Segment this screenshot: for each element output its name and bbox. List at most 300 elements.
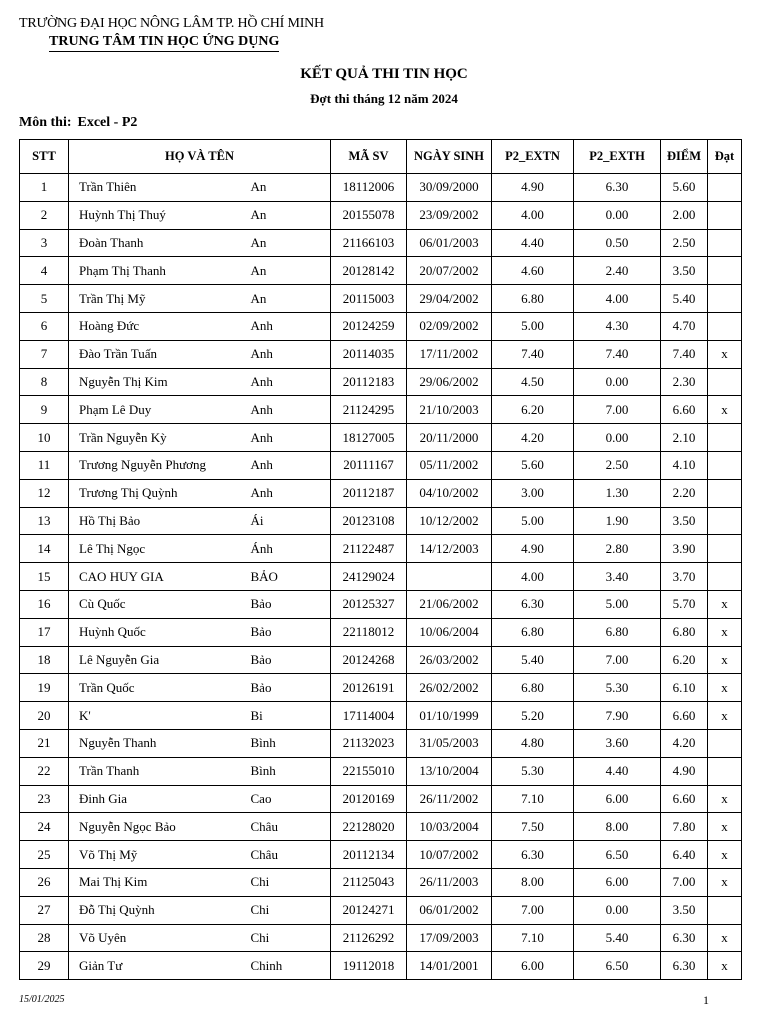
cell-given-name: Chi	[249, 868, 331, 896]
cell-birthdate: 26/11/2003	[407, 868, 492, 896]
cell-surname: Võ Uyên	[69, 924, 249, 952]
cell-pass: x	[708, 646, 742, 674]
cell-pass	[708, 312, 742, 340]
cell-stt: 13	[20, 507, 69, 535]
cell-student-id: 21122487	[331, 535, 407, 563]
cell-student-id: 22155010	[331, 757, 407, 785]
cell-surname: Trần Thiên	[69, 174, 249, 202]
cell-surname: CAO HUY GIA	[69, 563, 249, 591]
cell-surname: Huỳnh Thị Thuý	[69, 201, 249, 229]
cell-pass: x	[708, 813, 742, 841]
cell-given-name: Bảo	[249, 618, 331, 646]
cell-stt: 2	[20, 201, 69, 229]
cell-birthdate: 17/09/2003	[407, 924, 492, 952]
table-row	[20, 952, 742, 980]
cell-surname: Đỗ Thị Quỳnh	[69, 896, 249, 924]
cell-stt: 11	[20, 451, 69, 479]
cell-birthdate: 30/09/2000	[407, 174, 492, 202]
cell-pass: x	[708, 674, 742, 702]
cell-stt: 18	[20, 646, 69, 674]
cell-p2-extn: 3.00	[492, 479, 574, 507]
cell-p2-extn: 4.50	[492, 368, 574, 396]
table-row	[20, 729, 742, 757]
cell-pass	[708, 229, 742, 257]
table-row	[20, 702, 742, 730]
cell-pass: x	[708, 590, 742, 618]
cell-stt: 4	[20, 257, 69, 285]
cell-birthdate: 21/10/2003	[407, 396, 492, 424]
cell-p2-extn: 6.80	[492, 674, 574, 702]
cell-surname: Nguyễn Thị Kim	[69, 368, 249, 396]
cell-surname: Đinh Gia	[69, 785, 249, 813]
cell-birthdate: 29/04/2002	[407, 285, 492, 313]
cell-student-id: 20112183	[331, 368, 407, 396]
table-row	[20, 535, 742, 563]
cell-pass	[708, 424, 742, 452]
table-row	[20, 257, 742, 285]
cell-p2-extn: 7.00	[492, 896, 574, 924]
table-row	[20, 285, 742, 313]
cell-birthdate: 26/11/2002	[407, 785, 492, 813]
cell-pass	[708, 563, 742, 591]
cell-p2-exth: 5.30	[574, 674, 661, 702]
table-row	[20, 396, 742, 424]
cell-pass: x	[708, 868, 742, 896]
cell-stt: 10	[20, 424, 69, 452]
cell-birthdate: 02/09/2002	[407, 312, 492, 340]
cell-p2-extn: 4.00	[492, 563, 574, 591]
table-row	[20, 590, 742, 618]
page-title: KẾT QUẢ THI TIN HỌC	[300, 66, 468, 82]
cell-birthdate: 17/11/2002	[407, 340, 492, 368]
cell-surname: Nguyễn Thanh	[69, 729, 249, 757]
cell-p2-exth: 8.00	[574, 813, 661, 841]
cell-surname: Lê Thị Ngọc	[69, 535, 249, 563]
cell-p2-exth: 7.00	[574, 646, 661, 674]
cell-score: 6.60	[661, 702, 708, 730]
cell-given-name: Châu	[249, 841, 331, 869]
table-row	[20, 868, 742, 896]
cell-birthdate: 23/09/2002	[407, 201, 492, 229]
cell-birthdate: 26/02/2002	[407, 674, 492, 702]
cell-stt: 3	[20, 229, 69, 257]
cell-score: 4.10	[661, 451, 708, 479]
cell-score: 2.50	[661, 229, 708, 257]
cell-pass	[708, 451, 742, 479]
table-row	[20, 841, 742, 869]
cell-student-id: 20128142	[331, 257, 407, 285]
table-row	[20, 424, 742, 452]
cell-p2-extn: 6.30	[492, 590, 574, 618]
cell-birthdate: 14/12/2003	[407, 535, 492, 563]
cell-score: 4.90	[661, 757, 708, 785]
cell-given-name: Anh	[249, 340, 331, 368]
cell-surname: K'	[69, 702, 249, 730]
print-date: 15/01/2025	[19, 994, 65, 1005]
cell-given-name: Chinh	[249, 952, 331, 980]
cell-pass	[708, 285, 742, 313]
cell-p2-exth: 3.60	[574, 729, 661, 757]
cell-score: 7.00	[661, 868, 708, 896]
cell-p2-extn: 4.80	[492, 729, 574, 757]
cell-student-id: 21166103	[331, 229, 407, 257]
cell-stt: 22	[20, 757, 69, 785]
cell-birthdate	[407, 563, 492, 591]
cell-score: 4.20	[661, 729, 708, 757]
table-row	[20, 813, 742, 841]
cell-score: 5.60	[661, 174, 708, 202]
table-row	[20, 201, 742, 229]
cell-p2-extn: 5.40	[492, 646, 574, 674]
cell-p2-extn: 5.00	[492, 507, 574, 535]
cell-pass: x	[708, 785, 742, 813]
cell-student-id: 21126292	[331, 924, 407, 952]
cell-score: 7.40	[661, 340, 708, 368]
cell-birthdate: 06/01/2002	[407, 896, 492, 924]
cell-p2-extn: 5.30	[492, 757, 574, 785]
cell-birthdate: 21/06/2002	[407, 590, 492, 618]
cell-student-id: 20115003	[331, 285, 407, 313]
subject-value: Excel - P2	[77, 115, 138, 130]
cell-p2-exth: 2.50	[574, 451, 661, 479]
cell-surname: Trương Thị Quỳnh	[69, 479, 249, 507]
cell-stt: 25	[20, 841, 69, 869]
table-row	[20, 229, 742, 257]
cell-pass: x	[708, 618, 742, 646]
cell-pass: x	[708, 924, 742, 952]
cell-stt: 9	[20, 396, 69, 424]
cell-p2-exth: 5.40	[574, 924, 661, 952]
cell-p2-exth: 7.00	[574, 396, 661, 424]
center-name: TRUNG TÂM TIN HỌC ỨNG DỤNG	[49, 34, 279, 52]
cell-given-name: An	[249, 229, 331, 257]
col-header-birthdate: NGÀY SINH	[407, 140, 492, 174]
cell-p2-exth: 4.30	[574, 312, 661, 340]
cell-pass: x	[708, 702, 742, 730]
cell-pass	[708, 479, 742, 507]
cell-p2-extn: 4.90	[492, 174, 574, 202]
cell-given-name: Anh	[249, 479, 331, 507]
cell-score: 3.50	[661, 257, 708, 285]
cell-p2-exth: 0.50	[574, 229, 661, 257]
cell-pass	[708, 757, 742, 785]
cell-birthdate: 29/06/2002	[407, 368, 492, 396]
cell-student-id: 20124268	[331, 646, 407, 674]
table-row	[20, 174, 742, 202]
table-row	[20, 674, 742, 702]
cell-student-id: 21125043	[331, 868, 407, 896]
cell-surname: Mai Thị Kim	[69, 868, 249, 896]
cell-student-id: 22128020	[331, 813, 407, 841]
cell-p2-exth: 2.40	[574, 257, 661, 285]
cell-given-name: Bảo	[249, 674, 331, 702]
cell-surname: Phạm Lê Duy	[69, 396, 249, 424]
cell-stt: 7	[20, 340, 69, 368]
cell-given-name: Bình	[249, 757, 331, 785]
cell-stt: 5	[20, 285, 69, 313]
cell-pass	[708, 896, 742, 924]
cell-surname: Giản Tư	[69, 952, 249, 980]
col-header-p2-extn: P2_EXTN	[492, 140, 574, 174]
cell-given-name: An	[249, 257, 331, 285]
cell-pass: x	[708, 396, 742, 424]
cell-score: 5.70	[661, 590, 708, 618]
cell-score: 6.40	[661, 841, 708, 869]
table-row	[20, 312, 742, 340]
cell-given-name: Anh	[249, 368, 331, 396]
cell-given-name: An	[249, 201, 331, 229]
cell-stt: 8	[20, 368, 69, 396]
cell-student-id: 22118012	[331, 618, 407, 646]
cell-score: 4.70	[661, 312, 708, 340]
cell-pass	[708, 729, 742, 757]
cell-score: 5.40	[661, 285, 708, 313]
cell-p2-exth: 6.50	[574, 952, 661, 980]
col-header-score: ĐIỂM	[661, 140, 708, 174]
cell-stt: 21	[20, 729, 69, 757]
cell-given-name: Bảo	[249, 646, 331, 674]
cell-stt: 19	[20, 674, 69, 702]
cell-given-name: Ái	[249, 507, 331, 535]
col-header-pass: Đạt	[708, 140, 742, 174]
cell-p2-exth: 6.00	[574, 785, 661, 813]
cell-score: 6.60	[661, 785, 708, 813]
cell-student-id: 21132023	[331, 729, 407, 757]
cell-p2-exth: 1.90	[574, 507, 661, 535]
cell-given-name: Châu	[249, 813, 331, 841]
cell-given-name: Bình	[249, 729, 331, 757]
cell-student-id: 18112006	[331, 174, 407, 202]
cell-p2-extn: 7.10	[492, 785, 574, 813]
table-row	[20, 757, 742, 785]
cell-student-id: 20124259	[331, 312, 407, 340]
cell-p2-extn: 8.00	[492, 868, 574, 896]
cell-given-name: Chi	[249, 896, 331, 924]
cell-score: 6.60	[661, 396, 708, 424]
cell-given-name: Anh	[249, 424, 331, 452]
cell-birthdate: 05/11/2002	[407, 451, 492, 479]
cell-surname: Trương Nguyễn Phương	[69, 451, 249, 479]
cell-pass	[708, 535, 742, 563]
table-row	[20, 924, 742, 952]
table-row	[20, 479, 742, 507]
col-header-stt: STT	[20, 140, 69, 174]
cell-stt: 28	[20, 924, 69, 952]
cell-birthdate: 20/11/2000	[407, 424, 492, 452]
cell-score: 6.80	[661, 618, 708, 646]
cell-pass	[708, 368, 742, 396]
cell-stt: 23	[20, 785, 69, 813]
cell-surname: Đoàn Thanh	[69, 229, 249, 257]
cell-p2-exth: 0.00	[574, 896, 661, 924]
cell-student-id: 20125327	[331, 590, 407, 618]
cell-given-name: Anh	[249, 312, 331, 340]
university-name: TRƯỜNG ĐẠI HỌC NÔNG LÂM TP. HỒ CHÍ MINH	[19, 16, 324, 31]
cell-birthdate: 10/07/2002	[407, 841, 492, 869]
cell-student-id: 20120169	[331, 785, 407, 813]
cell-score: 6.30	[661, 924, 708, 952]
cell-birthdate: 10/06/2004	[407, 618, 492, 646]
cell-score: 3.70	[661, 563, 708, 591]
cell-p2-exth: 0.00	[574, 201, 661, 229]
cell-surname: Huỳnh Quốc	[69, 618, 249, 646]
cell-surname: Nguyễn Ngọc Bảo	[69, 813, 249, 841]
cell-student-id: 20111167	[331, 451, 407, 479]
col-header-name: HỌ VÀ TÊN	[69, 140, 331, 174]
cell-given-name: Anh	[249, 396, 331, 424]
table-row	[20, 368, 742, 396]
cell-score: 3.90	[661, 535, 708, 563]
cell-p2-extn: 4.40	[492, 229, 574, 257]
cell-p2-extn: 5.00	[492, 312, 574, 340]
cell-student-id: 20126191	[331, 674, 407, 702]
cell-p2-exth: 4.40	[574, 757, 661, 785]
cell-surname: Đào Trần Tuấn	[69, 340, 249, 368]
cell-score: 7.80	[661, 813, 708, 841]
cell-pass	[708, 174, 742, 202]
cell-stt: 6	[20, 312, 69, 340]
cell-pass	[708, 507, 742, 535]
cell-stt: 29	[20, 952, 69, 980]
exam-subject	[19, 115, 137, 131]
table-row	[20, 646, 742, 674]
cell-p2-extn: 4.90	[492, 535, 574, 563]
cell-p2-extn: 6.20	[492, 396, 574, 424]
cell-birthdate: 04/10/2002	[407, 479, 492, 507]
col-header-student-id: MÃ SV	[331, 140, 407, 174]
results-table	[19, 139, 742, 980]
cell-p2-extn: 6.80	[492, 285, 574, 313]
cell-birthdate: 10/12/2002	[407, 507, 492, 535]
cell-p2-exth: 2.80	[574, 535, 661, 563]
cell-stt: 27	[20, 896, 69, 924]
cell-pass: x	[708, 340, 742, 368]
cell-surname: Cù Quốc	[69, 590, 249, 618]
cell-p2-exth: 1.30	[574, 479, 661, 507]
cell-pass	[708, 257, 742, 285]
cell-surname: Trần Thị Mỹ	[69, 285, 249, 313]
cell-stt: 26	[20, 868, 69, 896]
cell-given-name: Ánh	[249, 535, 331, 563]
table-row	[20, 896, 742, 924]
cell-p2-extn: 6.30	[492, 841, 574, 869]
cell-surname: Hồ Thị Bảo	[69, 507, 249, 535]
exam-period: Đợt thi tháng 12 năm 2024	[310, 91, 458, 106]
cell-p2-extn: 4.60	[492, 257, 574, 285]
cell-p2-exth: 0.00	[574, 368, 661, 396]
cell-pass: x	[708, 841, 742, 869]
cell-stt: 15	[20, 563, 69, 591]
table-row	[20, 340, 742, 368]
cell-p2-exth: 7.40	[574, 340, 661, 368]
cell-p2-exth: 4.00	[574, 285, 661, 313]
col-header-p2-exth: P2_EXTH	[574, 140, 661, 174]
table-row	[20, 507, 742, 535]
cell-birthdate: 01/10/1999	[407, 702, 492, 730]
cell-birthdate: 31/05/2003	[407, 729, 492, 757]
cell-score: 2.00	[661, 201, 708, 229]
cell-p2-extn: 7.10	[492, 924, 574, 952]
cell-student-id: 18127005	[331, 424, 407, 452]
cell-given-name: Bảo	[249, 590, 331, 618]
cell-pass: x	[708, 952, 742, 980]
cell-p2-extn: 6.80	[492, 618, 574, 646]
table-row	[20, 563, 742, 591]
cell-p2-extn: 4.20	[492, 424, 574, 452]
cell-score: 6.10	[661, 674, 708, 702]
cell-p2-extn: 4.00	[492, 201, 574, 229]
cell-p2-extn: 5.60	[492, 451, 574, 479]
subject-label: Môn thi:	[19, 115, 72, 130]
cell-p2-exth: 6.80	[574, 618, 661, 646]
cell-birthdate: 26/03/2002	[407, 646, 492, 674]
cell-student-id: 20112187	[331, 479, 407, 507]
cell-p2-exth: 6.00	[574, 868, 661, 896]
cell-student-id: 19112018	[331, 952, 407, 980]
cell-student-id: 21124295	[331, 396, 407, 424]
cell-surname: Trần Nguyễn Kỳ	[69, 424, 249, 452]
cell-p2-exth: 5.00	[574, 590, 661, 618]
cell-surname: Trần Quốc	[69, 674, 249, 702]
cell-student-id: 20114035	[331, 340, 407, 368]
cell-score: 6.20	[661, 646, 708, 674]
cell-given-name: Chi	[249, 924, 331, 952]
cell-stt: 24	[20, 813, 69, 841]
cell-stt: 20	[20, 702, 69, 730]
cell-given-name: Anh	[249, 451, 331, 479]
cell-surname: Phạm Thị Thanh	[69, 257, 249, 285]
cell-score: 2.10	[661, 424, 708, 452]
cell-p2-exth: 0.00	[574, 424, 661, 452]
table-row	[20, 618, 742, 646]
cell-p2-extn: 7.50	[492, 813, 574, 841]
cell-p2-extn: 6.00	[492, 952, 574, 980]
cell-stt: 12	[20, 479, 69, 507]
cell-student-id: 24129024	[331, 563, 407, 591]
cell-score: 3.50	[661, 896, 708, 924]
cell-given-name: An	[249, 285, 331, 313]
cell-birthdate: 06/01/2003	[407, 229, 492, 257]
page-number: 1	[703, 993, 709, 1007]
cell-student-id: 20155078	[331, 201, 407, 229]
cell-p2-extn: 7.40	[492, 340, 574, 368]
cell-surname: Võ Thị Mỹ	[69, 841, 249, 869]
cell-score: 6.30	[661, 952, 708, 980]
cell-given-name: Bi	[249, 702, 331, 730]
cell-stt: 17	[20, 618, 69, 646]
cell-p2-exth: 6.30	[574, 174, 661, 202]
cell-score: 3.50	[661, 507, 708, 535]
table-row	[20, 451, 742, 479]
cell-score: 2.30	[661, 368, 708, 396]
cell-given-name: BẢO	[249, 563, 331, 591]
cell-p2-extn: 5.20	[492, 702, 574, 730]
cell-stt: 16	[20, 590, 69, 618]
table-row	[20, 785, 742, 813]
cell-score: 2.20	[661, 479, 708, 507]
cell-p2-exth: 7.90	[574, 702, 661, 730]
cell-p2-exth: 6.50	[574, 841, 661, 869]
table-header-row	[20, 140, 742, 174]
cell-student-id: 20112134	[331, 841, 407, 869]
cell-stt: 1	[20, 174, 69, 202]
cell-birthdate: 14/01/2001	[407, 952, 492, 980]
cell-birthdate: 20/07/2002	[407, 257, 492, 285]
cell-surname: Lê Nguyễn Gia	[69, 646, 249, 674]
cell-given-name: Cao	[249, 785, 331, 813]
cell-student-id: 20124271	[331, 896, 407, 924]
cell-stt: 14	[20, 535, 69, 563]
